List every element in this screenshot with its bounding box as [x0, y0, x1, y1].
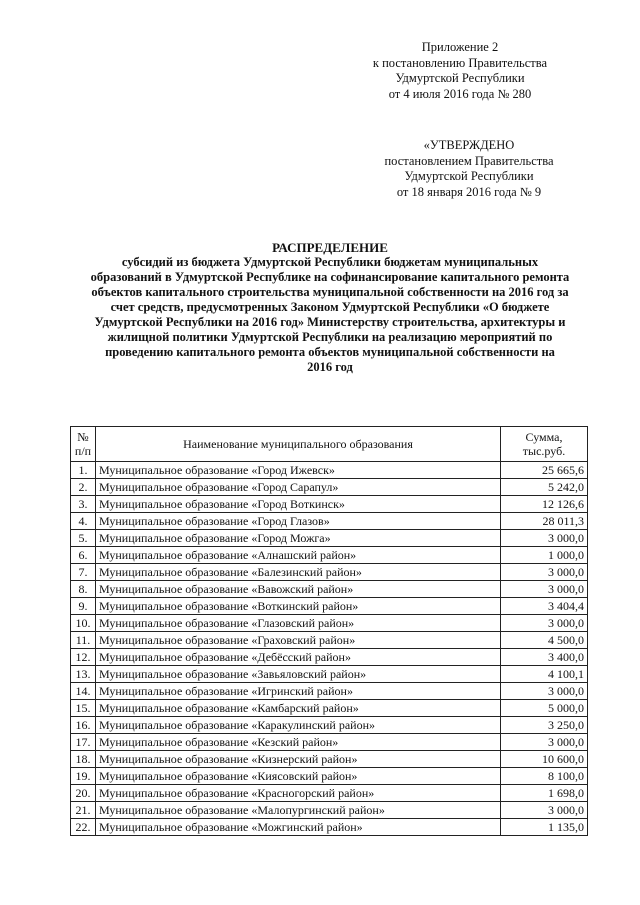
- row-sum: 3 000,0: [501, 581, 588, 598]
- table-row: [71, 802, 588, 819]
- table-row: [71, 683, 588, 700]
- row-number: 16.: [71, 717, 96, 734]
- table-row: [71, 785, 588, 802]
- column-header-number-line2: п/п: [74, 444, 92, 458]
- row-name: Муниципальное образование «Игринский район»: [96, 683, 501, 700]
- table-row: [71, 649, 588, 666]
- row-sum: 8 100,0: [501, 768, 588, 785]
- row-number: 14.: [71, 683, 96, 700]
- row-name: Муниципальное образование «Алнашский район»: [96, 547, 501, 564]
- table-row: [71, 615, 588, 632]
- table-row: [71, 479, 588, 496]
- row-number: 11.: [71, 632, 96, 649]
- column-header-name: Наименование муниципального образования: [96, 427, 501, 462]
- row-name: Муниципальное образование «Кезский район»: [96, 734, 501, 751]
- table-row: [71, 496, 588, 513]
- table-row: [71, 666, 588, 683]
- row-sum: 3 000,0: [501, 564, 588, 581]
- subtitle-line: 2016 год: [307, 360, 353, 374]
- table-header-row: [71, 427, 588, 462]
- row-number: 12.: [71, 649, 96, 666]
- row-name: Муниципальное образование «Вавожский район»: [96, 581, 501, 598]
- row-sum: 1 698,0: [501, 785, 588, 802]
- table-row: [71, 530, 588, 547]
- row-number: 18.: [71, 751, 96, 768]
- row-number: 19.: [71, 768, 96, 785]
- row-sum: 3 400,0: [501, 649, 588, 666]
- row-name: Муниципальное образование «Каракулинский район»: [96, 717, 501, 734]
- table-body: [71, 462, 588, 836]
- row-number: 21.: [71, 802, 96, 819]
- row-sum: 5 242,0: [501, 479, 588, 496]
- row-number: 5.: [71, 530, 96, 547]
- row-sum: 3 000,0: [501, 802, 588, 819]
- row-sum: 4 500,0: [501, 632, 588, 649]
- approval-line: «УТВЕРЖДЕНО: [423, 138, 515, 152]
- approval-line: постановлением Правительства: [384, 153, 554, 168]
- row-sum: 1 135,0: [501, 819, 588, 836]
- row-number: 4.: [71, 513, 96, 530]
- table-row: [71, 717, 588, 734]
- table-row: [71, 462, 588, 479]
- row-name: Муниципальное образование «Граховский район»: [96, 632, 501, 649]
- row-number: 10.: [71, 615, 96, 632]
- subtitle-line: Удмуртской Республики на 2016 год» Министерству строительства, архитектуры и: [94, 315, 566, 329]
- appendix-line: Приложение 2: [421, 40, 499, 54]
- row-number: 13.: [71, 666, 96, 683]
- row-number: 17.: [71, 734, 96, 751]
- row-number: 20.: [71, 785, 96, 802]
- table-row: [71, 734, 588, 751]
- appendix-header: [350, 40, 570, 102]
- row-sum: 25 665,6: [501, 462, 588, 479]
- row-sum: 5 000,0: [501, 700, 588, 717]
- row-name: Муниципальное образование «Малопургинский район»: [96, 802, 501, 819]
- table-row: [71, 513, 588, 530]
- table-row: [71, 751, 588, 768]
- row-sum: 3 000,0: [501, 615, 588, 632]
- subtitle-line: образований в Удмуртской Республике на софинансирование капитального ремонта: [90, 270, 570, 284]
- row-name: Муниципальное образование «Воткинский район»: [96, 598, 501, 615]
- row-number: 6.: [71, 547, 96, 564]
- row-number: 7.: [71, 564, 96, 581]
- row-sum: 3 404,4: [501, 598, 588, 615]
- row-sum: 10 600,0: [501, 751, 588, 768]
- row-number: 1.: [71, 462, 96, 479]
- row-sum: 3 000,0: [501, 683, 588, 700]
- row-number: 3.: [71, 496, 96, 513]
- row-name: Муниципальное образование «Камбарский район»: [96, 700, 501, 717]
- table-row: [71, 632, 588, 649]
- row-name: Муниципальное образование «Дебёсский район»: [96, 649, 501, 666]
- column-header-sum-line1: Сумма,: [525, 430, 563, 444]
- table-row: [71, 819, 588, 836]
- table-row: [71, 700, 588, 717]
- subtitle-line: счет средств, предусмотренных Законом Удмуртской Республики «О бюджете: [110, 300, 550, 314]
- row-sum: 4 100,1: [501, 666, 588, 683]
- subtitle-line: объектов капитального строительства муниципальной собственности на 2016 год за: [91, 285, 569, 299]
- column-header-sum-line2: тыс.руб.: [522, 444, 566, 458]
- subtitle-line: жилищной политики Удмуртской Республики на реализацию мероприятий по: [107, 330, 553, 344]
- approval-line: Удмуртской Республики: [404, 169, 534, 183]
- table-row: [71, 598, 588, 615]
- appendix-line: от 4 июля 2016 года № 280: [388, 86, 532, 101]
- row-number: 2.: [71, 479, 96, 496]
- row-sum: 3 250,0: [501, 717, 588, 734]
- subtitle-line: субсидий из бюджета Удмуртской Республики бюджетам муниципальных: [121, 255, 539, 269]
- row-sum: 1 000,0: [501, 547, 588, 564]
- subsidy-table: [70, 426, 588, 836]
- row-name: Муниципальное образование «Город Можга»: [96, 530, 501, 547]
- row-name: Муниципальное образование «Красногорский район»: [96, 785, 501, 802]
- approval-line: от 18 января 2016 года № 9: [396, 184, 542, 199]
- table-row: [71, 564, 588, 581]
- row-name: Муниципальное образование «Завьяловский район»: [96, 666, 501, 683]
- appendix-line: к постановлению Правительства: [372, 55, 548, 70]
- row-number: 22.: [71, 819, 96, 836]
- table-row: [71, 768, 588, 785]
- row-number: 9.: [71, 598, 96, 615]
- appendix-line: Удмуртской Республики: [395, 71, 525, 85]
- row-sum: 3 000,0: [501, 734, 588, 751]
- row-sum: 12 126,6: [501, 496, 588, 513]
- row-name: Муниципальное образование «Можгинский район»: [96, 819, 501, 836]
- table-row: [71, 547, 588, 564]
- row-number: 15.: [71, 700, 96, 717]
- column-header-number: [71, 427, 96, 462]
- row-name: Муниципальное образование «Город Сарапул»: [96, 479, 501, 496]
- row-sum: 3 000,0: [501, 530, 588, 547]
- row-name: Муниципальное образование «Город Глазов»: [96, 513, 501, 530]
- column-header-sum: [501, 427, 588, 462]
- row-name: Муниципальное образование «Город Ижевск»: [96, 462, 501, 479]
- document-title: РАСПРЕДЕЛЕНИЕ: [272, 240, 388, 255]
- row-name: Муниципальное образование «Киясовский район»: [96, 768, 501, 785]
- row-name: Муниципальное образование «Кизнерский район»: [96, 751, 501, 768]
- row-name: Муниципальное образование «Балезинский район»: [96, 564, 501, 581]
- row-name: Муниципальное образование «Город Воткинск»: [96, 496, 501, 513]
- subtitle-line: проведению капитального ремонта объектов муниципальной собственности на: [105, 345, 555, 359]
- row-number: 8.: [71, 581, 96, 598]
- column-header-number-line1: №: [77, 430, 89, 444]
- row-name: Муниципальное образование «Глазовский район»: [96, 615, 501, 632]
- approval-header: [360, 138, 578, 200]
- table-row: [71, 581, 588, 598]
- document-subtitle: [56, 255, 604, 375]
- row-sum: 28 011,3: [501, 513, 588, 530]
